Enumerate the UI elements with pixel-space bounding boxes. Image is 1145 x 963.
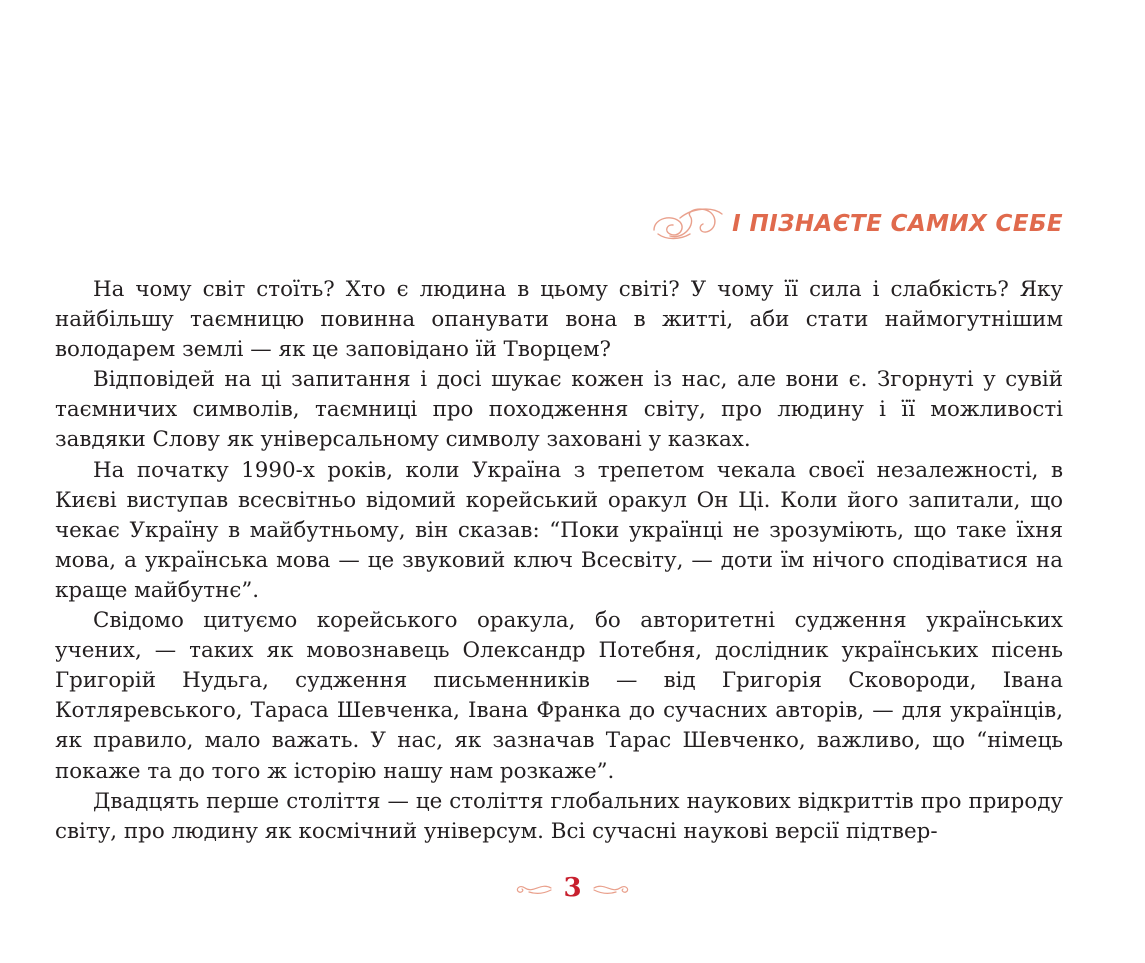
paragraph: Свідомо цитуємо корейського оракула, бо авторитетні судження українських учених, — таких як мовознавець Олександр Потебня, дослідник українських пісень Григорій Нудьга, судження письменників — від Григорія Сковороди, Івана Котляревського, Тараса Шевченка, Івана Франка до сучасних авторів, — для українців, як правило, мало важать. У нас, як зазначав Тарас Шевченко, важливо, що “німець покаже та до того ж історію нашу нам розкаже”. [55, 608, 1063, 784]
section-title: І ПІЗНАЄТЕ САМИХ СЕБЕ [732, 211, 1063, 237]
paragraph: Двадцять перше століття — це століття глобальних наукових відкриттів про природу світу, про людину як космічний універсум. Всі сучасні наукові версії підтвер- [55, 788, 1063, 844]
swirl-ornament-right-icon [592, 880, 632, 896]
section-header [650, 204, 1063, 244]
page-footer [0, 870, 1145, 906]
paragraph: Відповідей на ці запитання і досі шукає кожен із нас, але вони є. Згорнуті у сувій таємничих символів, таємниці про походження світу, про людину і її можливості завдяки Слову як універсальному символу заховані у казках. [55, 367, 1063, 453]
body-text [55, 275, 1063, 847]
paragraph: На початку 1990-х років, коли Україна з трепетом чекала своєї незалежності, в Києві виступав всесвітньо відомий корейський оракул Он Ці. Коли його запитали, що чекає Україну в майбутньому, він сказав: “Поки українці не зрозуміють, що таке їхня мова, а українська мова — це звуковий ключ Всесвіту, — доти їм нічого сподіватися на краще майбутнє”. [55, 457, 1063, 603]
swirl-ornament-icon [650, 204, 724, 244]
paragraph: На чому світ стоїть? Хто є людина в цьому світі? У чому її сила і слабкість? Яку найбільшу таємницю повинна опанувати вона в житті, аби стати наймогутнішим володарем землі — як це заповідано їй Творцем? [55, 277, 1063, 363]
swirl-ornament-left-icon [513, 880, 553, 896]
page-number: 3 [563, 873, 582, 903]
